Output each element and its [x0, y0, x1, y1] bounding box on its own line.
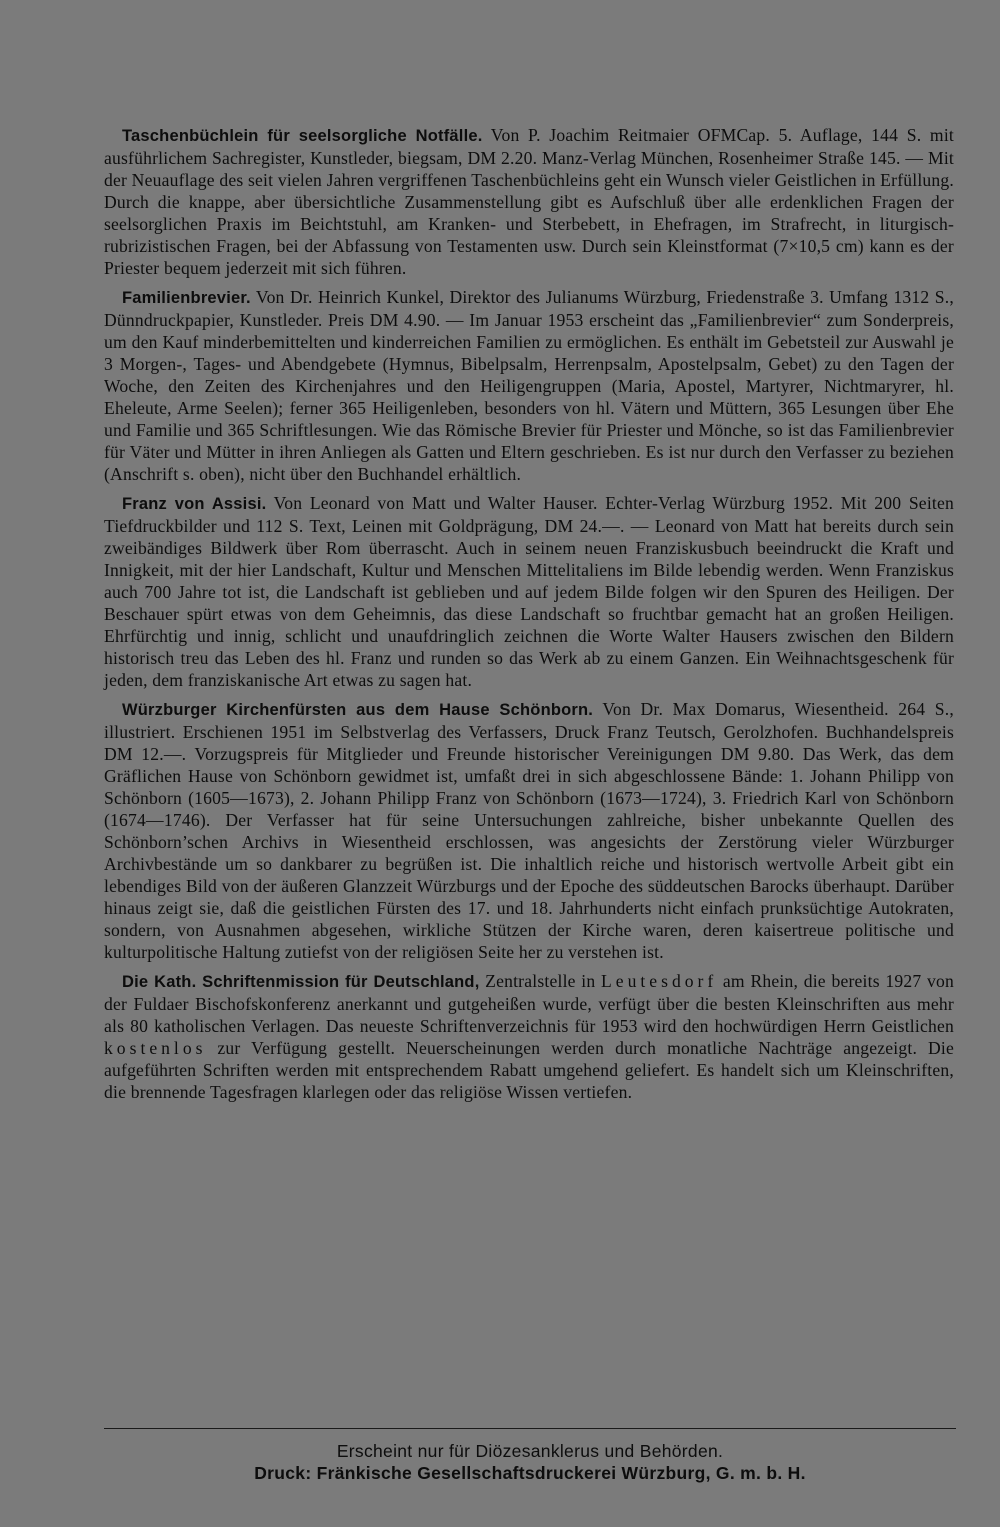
review-entry	[104, 286, 954, 485]
review-title: Franz von Assisi.	[122, 495, 267, 513]
review-title: Familienbrevier.	[122, 289, 251, 307]
spaced-place-name: Leutesdorf	[601, 971, 718, 991]
footer-distribution-note: Erscheint nur für Diözesanklerus und Behörden.	[336, 1441, 724, 1461]
review-text: Von Dr. Heinrich Kunkel, Direktor des Julianums Würzburg, Friedenstraße 3. Umfang 1312 S., Dünndruckpapier, Kunstleder. Preis DM 4.90. — Im Januar 1953 erscheint das „Familienbrevier“ zum Sonderpreis, um den Kauf minderbemittelten und kinderreichen Familien zu ermöglichen. Es enthält im Gebetsteil zur Auswahl je 3 Morgen-, Tages- und Abendgebete (Hymnus, Bibelpsalm, Herrenpsalm, Apostelpsalm, Gebet) zu den Tagen der Woche, den Zeiten des Kirchenjahres und den Heiligengruppen (Maria, Apostel, Martyrer, Nichtmaryrer, hl. Eheleute, Arme Seelen); ferner 365 Heiligenleben, besonders von hl. Vätern und Müttern, 365 Lesungen über Ehe und Familie und 365 Schriftlesungen. Wie das Römische Brevier für Priester und Mönche, so ist das Familienbrevier für Väter und Mütter in ihren Anliegen als Gatten und Eltern geschrieben. Es ist nur durch den Verfasser zu beziehen (Anschrift s. oben), nicht über den Buchhandel erhältlich.	[104, 287, 954, 484]
footer-printer-note: Druck: Fränkische Gesellschaftsdruckerei Würzburg, G. m. b. H.	[254, 1463, 806, 1483]
review-title: Taschenbüchlein für seelsorgliche Notfälle.	[122, 127, 483, 145]
review-entry	[104, 698, 954, 963]
spaced-word: kostenlos	[104, 1038, 207, 1058]
notice-text: am Rhein, die bereits 1927 von der Fuldaer Bischofskonferenz anerkannt und gutgeheißen wurde, verfügt über die besten Kleinschriften aus mehr als 80 katholischen Verlagen. Das neueste Schriftenverzeichnis für 1953 wird den hochwürdigen Herrn Geistlichen	[104, 971, 955, 1036]
notice-text: zur Verfügung gestellt. Neuerscheinungen werden durch monatliche Nachträge angezeigt. Die aufgeführten Schriften werden mit entsprechendem Rabatt umgehend geliefert. Es handelt sich um Kleinschriften, die brennende Tagesfragen klarlegen oder das religiöse Wissen vertiefen.	[104, 1038, 954, 1102]
review-entry	[104, 492, 954, 691]
imprint-footer	[104, 1440, 956, 1484]
footer-divider	[104, 1428, 956, 1429]
review-title: Würzburger Kirchenfürsten aus dem Hause Schönborn.	[122, 701, 594, 719]
notice-title: Die Kath. Schriftenmission für Deutschland,	[122, 973, 480, 991]
book-reviews	[104, 124, 954, 1110]
review-text: Von Dr. Max Domarus, Wiesentheid. 264 S., illustriert. Erschienen 1951 im Selbstverlag des Verfassers, Druck Franz Teutsch, Gerolzhofen. Buchhandelspreis DM 12.—. Vorzugspreis für Mitglieder und Freunde historischer Vereinigungen DM 9.80. Das Werk, das dem Gräflichen Hause von Schönborn gewidmet ist, umfaßt drei in sich abgeschlossene Bände: 1. Johann Philipp von Schönborn (1605—1673), 2. Johann Philipp Franz von Schönborn (1673—1724), 3. Friedrich Karl von Schönborn (1674—1746). Der Verfasser hat für seine Untersuchungen zahlreiche, bisher unbekannte Quellen des Schönborn’schen Archivs in Wiesentheid erschlossen, was angesichts der Zerstörung vieler Würzburger Archivbestände um so dankbarer zu begrüßen ist. Die inhaltlich reiche und historisch wertvolle Arbeit gibt ein lebendiges Bild von der äußeren Glanzzeit Würzburgs und der Epoche des süddeutschen Barocks überhaupt. Darüber hinaus zeigt sie, daß die geistlichen Fürsten des 17. und 18. Jahrhunderts nicht einfach prunksüchtige Autokraten, sondern, von Ausnahmen abgesehen, wirkliche Stützen der Kirche waren, deren kaisertreue politische und kulturpolitische Haltung zutiefst von der religiösen Seite her zu verstehen ist.	[104, 699, 954, 962]
notice-text: Zentralstelle in	[479, 971, 602, 991]
review-text: Von Leonard von Matt und Walter Hauser. Echter-Verlag Würzburg 1952. Mit 200 Seiten Tiefdruckbilder und 112 S. Text, Leinen mit Goldprägung, DM 24.—. — Leonard von Matt hat bereits durch sein zweibändiges Bildwerk über Rom überrascht. Auch in seinem neuen Franziskusbuch beeindruckt die Kraft und Innigkeit, mit der hier Landschaft, Kultur und Menschen Mittelitaliens im Bilde lebendig werden. Wenn Franziskus auch 700 Jahre tot ist, die Landschaft ist geblieben und auf jedem Bilde folgen wir den Spuren des Heiligen. Der Beschauer spürt etwas von dem Geheimnis, das diese Landschaft so fruchtbar gemacht hat an großen Heiligen. Ehrfürchtig und innig, schlicht und unaufdringlich zeichnen die Worte Walter Hausers zwischen den Bildern historisch treu das Leben des hl. Franz und runden so das Werk ab zu einem Ganzen. Ein Weihnachtsgeschenk für jeden, dem franziskanische Art etwas zu sagen hat.	[104, 493, 954, 690]
review-text: Von P. Joachim Reitmaier OFMCap. 5. Auflage, 144 S. mit ausführlichem Sachregister, Kunstleder, biegsam, DM 2.20. Manz-Verlag München, Rosenheimer Straße 145. — Mit der Neuauflage des seit vielen Jahren vergriffenen Taschenbüchleins geht ein Wunsch vieler Geistlichen in Erfüllung. Durch die knappe, aber übersichtliche Zusammenstellung gibt es Aufschluß über alle erdenklichen Fragen der seelsorglichen Praxis im Beichtstuhl, am Kranken- und Sterbebett, in Ehefragen, im Strafrecht, in liturgisch-rubrizistischen Fragen, bei der Abfassung von Testamenten usw. Durch sein Kleinstformat (7×10,5 cm) kann es der Priester bequem jederzeit mit sich führen.	[104, 125, 955, 278]
notice-entry	[104, 970, 954, 1103]
review-entry	[104, 124, 954, 279]
